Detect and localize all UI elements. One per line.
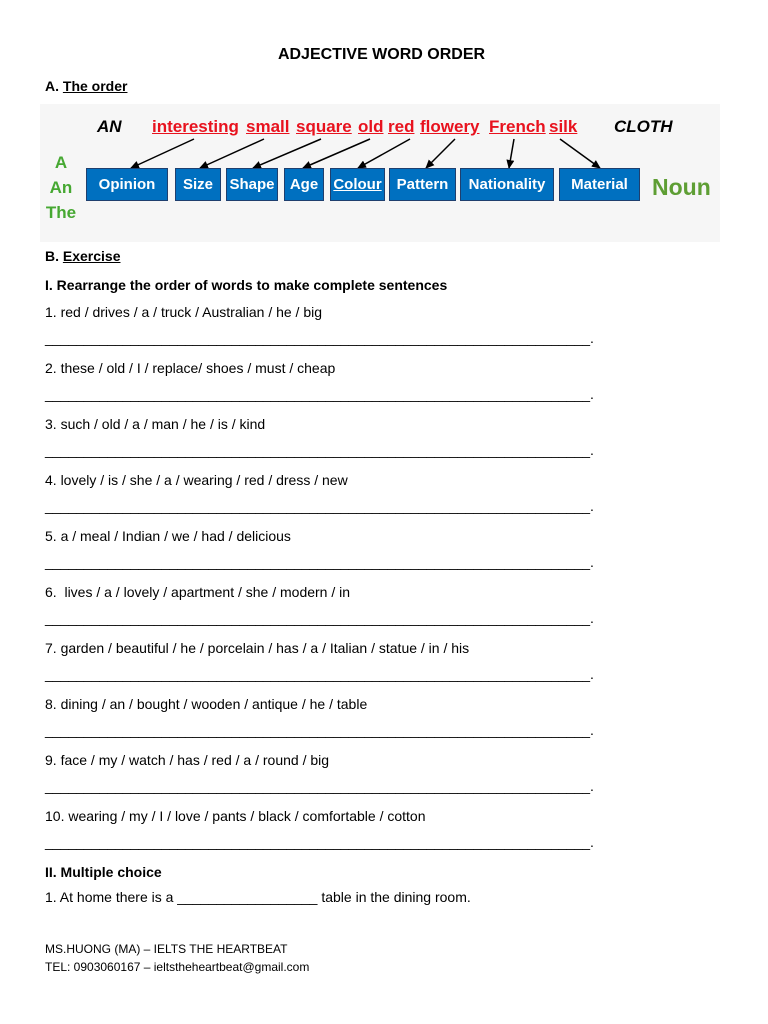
exercise-prompt: 5. a / meal / Indian / we / had / delicious (45, 528, 291, 544)
answer-line: ______________________________________________________________________. (45, 498, 594, 514)
answer-line: ______________________________________________________________________. (45, 778, 594, 794)
article-an: An (49, 178, 73, 197)
section-b-title: Exercise (62, 248, 121, 264)
category-label: Material (571, 175, 628, 193)
exercise-prompt: 9. face / my / watch / has / red / a / round / big (45, 752, 330, 768)
category-label: Age (289, 175, 319, 193)
exercise-prompt: 3. such / old / a / man / he / is / kind (45, 416, 266, 432)
exercise-item (45, 695, 645, 751)
exercise-item (45, 527, 645, 583)
example-adjective-age: old (358, 117, 384, 136)
category-box-size (175, 168, 221, 201)
exercise-prompt: 2. these / old / I / replace/ shoes / must / cheap (45, 360, 336, 376)
exercise-item (45, 471, 645, 527)
exercise-item (45, 639, 645, 695)
part1-heading: I. Rearrange the order of words to make complete sentences (45, 277, 448, 293)
answer-line: ______________________________________________________________________. (45, 610, 594, 626)
example-lead-article: AN (97, 117, 122, 136)
category-box-pattern (389, 168, 456, 201)
section-b-heading (45, 247, 121, 265)
category-label: Shape (229, 175, 275, 193)
category-box-material (559, 168, 640, 201)
example-adjective-shape: square (296, 117, 352, 136)
exercise-item (45, 751, 645, 807)
example-adjective-material: silk (549, 117, 578, 136)
exercise-item (45, 359, 645, 415)
category-label: Pattern (396, 175, 449, 193)
category-box-age (284, 168, 324, 201)
arrow-small-to-size (200, 139, 264, 168)
exercise-prompt: 10. wearing / my / I / love / pants / black / comfortable / cotton (45, 808, 426, 824)
section-a-title: The order (62, 78, 128, 94)
part2-heading: II. Multiple choice (45, 864, 162, 880)
answer-line: ______________________________________________________________________. (45, 442, 594, 458)
answer-line: ______________________________________________________________________. (45, 554, 594, 570)
category-box-nationality (460, 168, 554, 201)
example-adjective-nationality: French (489, 117, 546, 136)
arrow-old-to-age (303, 139, 370, 168)
example-adjective-colour: red (388, 117, 415, 136)
exercise-prompt: 7. garden / beautiful / he / porcelain / has / a / Italian / statue / in / his (45, 640, 470, 656)
exercise-prompt: 1. red / drives / a / truck / Australian / he / big (45, 304, 323, 320)
arrow-interesting-to-opinion (131, 139, 194, 168)
arrow-red-to-colour (358, 139, 410, 168)
answer-line: ______________________________________________________________________. (45, 386, 594, 402)
answer-line: ______________________________________________________________________. (45, 330, 594, 346)
article-the: The (45, 203, 77, 222)
exercise-item (45, 583, 645, 639)
arrow-flowery-to-pattern (426, 139, 455, 168)
answer-line: ______________________________________________________________________. (45, 722, 594, 738)
category-label: Size (182, 175, 213, 193)
example-adjective-pattern: flowery (420, 117, 480, 136)
article-list (41, 150, 81, 225)
category-label: Nationality (468, 175, 546, 193)
page-title: ADJECTIVE WORD ORDER (277, 46, 486, 63)
category-box-opinion (86, 168, 168, 201)
category-box-colour (330, 168, 385, 201)
arrow-square-to-shape (253, 139, 321, 168)
answer-line: ______________________________________________________________________. (45, 834, 594, 850)
category-label: Opinion (98, 175, 156, 193)
adjective-order-diagram (40, 104, 720, 242)
example-adjective-size: small (246, 117, 290, 136)
multiple-choice-item: 1. At home there is a __________________ table in the dining room. (45, 889, 471, 905)
noun-label: Noun (652, 174, 711, 200)
exercise-prompt: 6. lives / a / lovely / apartment / she / modern / in (45, 584, 351, 600)
exercise-item (45, 415, 645, 471)
exercise-item (45, 807, 645, 863)
example-adjective-opinion: interesting (152, 117, 239, 136)
section-a-heading (45, 77, 127, 95)
footer-author: MS.HUONG (MA) – IELTS THE HEARTBEAT (45, 942, 288, 956)
section-b-prefix: B. (45, 248, 63, 264)
exercise-prompt: 8. dining / an / bought / wooden / antique / he / table (45, 696, 368, 712)
arrow-french-to-nationality (509, 139, 514, 168)
article-a: A (54, 153, 68, 172)
example-noun: CLOTH (614, 117, 673, 136)
exercise-prompt: 4. lovely / is / she / a / wearing / red / dress / new (45, 472, 348, 488)
section-a-prefix: A. (45, 78, 63, 94)
category-box-shape (226, 168, 278, 201)
arrow-silk-to-material (560, 139, 600, 168)
footer-contact: TEL: 0903060167 – ieltstheheartbeat@gmail.com (45, 960, 310, 974)
exercise-item (45, 303, 645, 359)
category-label: Colour (333, 175, 382, 193)
answer-line: ______________________________________________________________________. (45, 666, 594, 682)
